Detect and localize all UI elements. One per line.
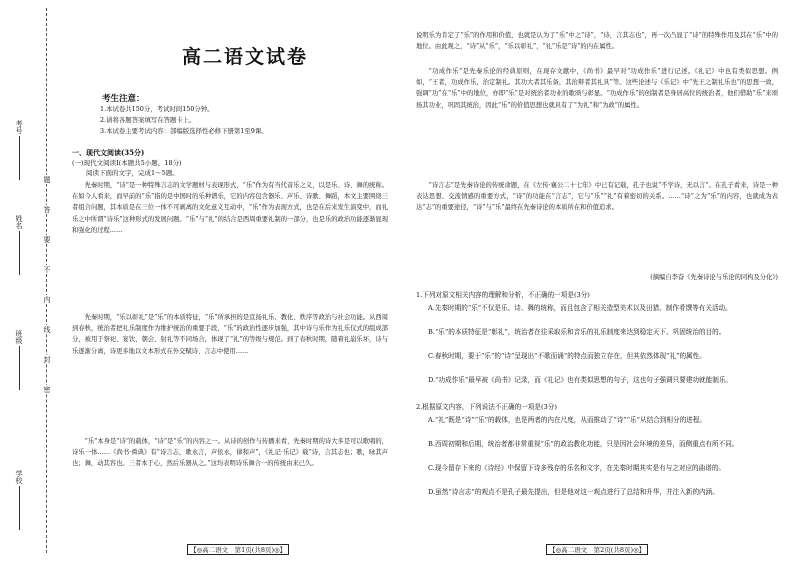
page-footer: 【◎高二语文 第1页(共8页)◎】: [187, 544, 289, 555]
seal-line: [46, 8, 47, 553]
name-field: 姓名: [14, 215, 24, 275]
seal-tag: 线: [43, 326, 51, 333]
seal-tag: 答: [43, 206, 51, 213]
passage-paragraph: “乐”本身是“诗”的载体，“诗”是“乐”的内容之一。从诗的创作与传播来看，先秦时期的诗大多是可以歌唱的，诗乐一体……《尚书·舜典》有“诗言志，歌永言，声依永，律和声”，《礼记·乐记》载“诗，言其志也；歌，咏其声也；舞，动其容也。三者本于心，然后乐器从之。”这均表明诗乐舞合一的传统由来已久。: [72, 438, 388, 468]
passage-paragraph: 先秦时期，“乐以彰礼”是“乐”的本质特征，“乐”所承担的是宣扬礼乐、教化、秩序等政治与社会功能。从西周到春秋，统治者把礼乐制度作为维护统治的重要手段，“乐”的政治性逐步加强，其中诗与乐作为礼乐仪式的组成部分，被用于祭祀、宴饮、朝会、射礼等不同场合，体现了“礼”的等级与规范。到了春秋时期，随着礼崩乐坏，诗与乐逐渐分离，诗更多地以文本形式在外交赋诗、言志中使用……: [72, 314, 388, 355]
question-option: D.虽然“诗言志”的观点不是孔子最先提出，但是他对这一观点进行了总结和升华，并注入新的内涵。: [428, 488, 719, 496]
notice-item: 3.本试卷主要考试内容：部编版选择性必修下册第1至9课。: [100, 127, 268, 135]
seal-tag: 不: [43, 266, 51, 273]
passage-paragraph: “功成作乐”是先秦乐论的经典原则，在现存文献中，《尚书》最早对“功成作乐”进行记述。《礼记》中也有类似思想。例如，“王者，功成作乐，治定制礼。其功大者其乐备，其治辩者其礼具”等。这些论述与《乐记》中“先王之制礼乐也”的思想一致，强调“功”在“乐”中的地位，亦即“乐”是对统治者功业的歌颂与彰显。“功成作乐”的创制者是身居高位的统治者，他们借助“乐”来颂扬其功业，巩固其统治，因此“乐”的价值思想也就具有了“为礼”和“为政”的属性。: [416, 68, 778, 109]
page-1: [72, 0, 390, 561]
question-option: C.现今留存下来的《诗经》中保留下诗多残存的乐名和文字，在先秦时期其实是有与之对应的曲谱的。: [428, 464, 726, 472]
seal-tag: 题: [43, 176, 51, 183]
passage-paragraph: 说明乐为肯定了“乐”的作用和价值，也就是认为了“乐”中之“诗”，“诗，言其志也”，再一次凸显了“诗”的特殊作用及其在“乐”中的地位。由此观之，“诗”从“乐”，“乐以彰礼”，“礼”乐是“诗”的内在属性。: [416, 32, 778, 51]
question-stem: 1.下列对原文相关内容的理解和分析，不正确的一项是(3分): [416, 291, 590, 299]
section-subheading: (一)现代文阅读Ⅰ(本题共5小题，18分): [72, 159, 182, 167]
notice-heading: 考生注意：: [102, 94, 145, 104]
section-heading: 一、现代文阅读(35分): [72, 148, 145, 157]
seal-tag: 内: [43, 296, 51, 303]
seal-tag: 密: [43, 386, 51, 393]
school-field: 学校: [14, 470, 24, 530]
page-2: [416, 0, 780, 561]
question-option: D.“功成作乐”最早被《尚书》记录，而《礼记》也有类似思想的句子，这也句子强调只要建功就能制乐。: [428, 376, 733, 384]
page-footer: 【◎高二语文 第2页(共8页)◎】: [546, 544, 648, 555]
question-option: B.“乐”的本质特征是“彰礼”，统治者在往采取乐和音乐的礼乐制度来达到稳定天下、巩固统治的目的。: [428, 328, 726, 336]
question-option: A.“礼”既是“诗”“乐”的载体，也是两者的内在尺度，从而推动了“诗”“乐”从结合到相分的进程。: [428, 416, 706, 424]
binding-margin: [0, 0, 72, 561]
class-field: 班级: [14, 330, 24, 390]
seal-tag: 封: [43, 356, 51, 363]
seal-tag: 要: [43, 236, 51, 243]
question-option: A.先秦时期的“乐”不仅是乐、诗、舞的统称，而且包含了相关造型美术以及田猎、制作肴馔等有关活动。: [428, 304, 732, 312]
question-option: B.西周初期和后期，统治者都非常重视“乐”的政治教化功能，只是因社会环境的差异，而侧重点有所不同。: [428, 440, 739, 448]
passage-paragraph: “诗言志”是先秦诗论的传统命题，在《左传·襄公二十七年》中已有记载，孔子也说“不学诗，无以言”。在孔子看来，诗是一种表达思想、交流情感的重要方式，“诗”的功能在“言志”，它与“乐”“礼”有着密切的关系。……“诗”之为“乐”的内容，也就成为表达“志”的重要途径，“诗”与“乐”最终在先秦诗论的本质所在和价值追求。: [416, 182, 778, 212]
notice-item: 2.请将各题答案填写在答题卡上。: [100, 116, 196, 124]
notice-item: 1.本试卷共150分，考试时间150分钟。: [100, 105, 214, 113]
reading-instruction: 阅读下面的文字，完成1～5题。: [86, 169, 179, 177]
source-citation: (摘编自李奋《先秦诗论与乐论的同构及分化》): [650, 274, 778, 281]
passage-paragraph: 先秦时期，“诗”是一种特殊言志的文学题材与表现形式，“乐”作为有当代音乐之义，以是乐、诗、舞的统称。在如今人看来，而早前的“乐”指的是中国时的乐种谱乐，它的内容包含器乐、声乐、诗歌、舞蹈，本文主要围绕三者组合问题，其本质是在三位一体不可剥离的文化意义互动中，“乐”作为表现方式，也是在后来发生演变中，而礼乐之中所谓“诗乐”这种形式的发展问题。“乐”与“礼”的结合是西周重要礼制的一部分，也是乐的政治功能逐渐显现和强化的过程……: [72, 182, 388, 234]
question-stem: 2.根据原文内容，下列说法不正确的一项是(3分): [416, 403, 557, 411]
exam-title: 高二语文试卷: [182, 46, 309, 68]
question-option: C.春秋时期，要于“乐”的“诗”呈现出“不歌而诵”的特点而独立存在，但其依然体现“礼”的属性。: [428, 352, 706, 360]
notice-list: [100, 104, 268, 137]
exam-number-field: 考号: [14, 120, 24, 180]
